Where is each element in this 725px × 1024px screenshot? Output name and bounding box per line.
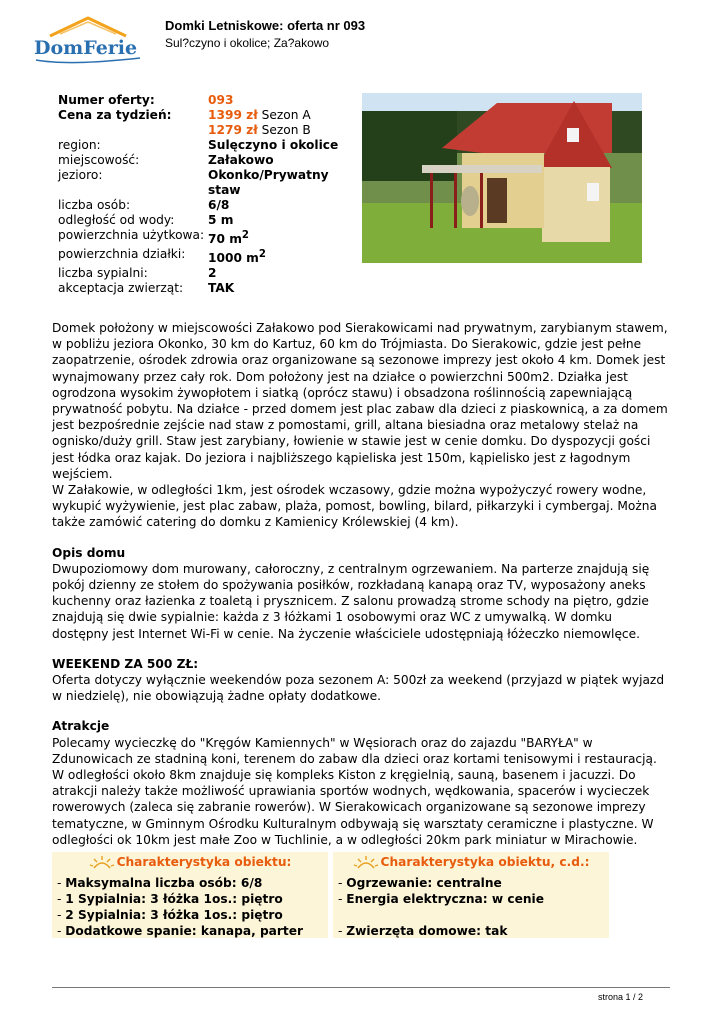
spec-label: odległość od wody: [58, 213, 175, 227]
page-number: strona 1 / 2 [597, 992, 643, 1002]
spec-label: akceptacja zwierząt: [58, 281, 184, 296]
section-heading: WEEKEND ZA 500 ZŁ: [52, 656, 199, 671]
feature-item: - 1 Sypialnia: 3 łóżka 1os.: piętro [57, 892, 283, 906]
spec-label: powierzchnia użytkowa: [58, 228, 205, 242]
features-heading: Charakterystyka obiektu: [116, 855, 292, 869]
offer-specs [58, 93, 343, 296]
feature-item: - 2 Sypialnia: 3 łóżka 1os.: piętro [57, 908, 283, 922]
spec-value: 5 m [208, 213, 234, 227]
spec-value: 1000 m [208, 251, 259, 266]
feature-item: - Zwierzęta domowe: tak [338, 924, 508, 938]
price-b-value: 1279 zł [208, 123, 258, 137]
section-heading: Opis domu [52, 545, 126, 560]
domferie-logo [30, 14, 148, 70]
description [52, 320, 672, 848]
page-subtitle: Sul?czyno i okolice; Za?akowo [165, 36, 330, 50]
section-text: Polecamy wycieczkę do "Kręgów Kamiennych" w Węsiorach oraz do zajazdu "BARYŁA" w Zdunowicach ze stadniną koni, terenem do zabaw dla dzieci oraz kortami tenisowymi i restauracją. W odległości około 8km znajduje się kompleks Kiston z kręgielnią, sauną, basenem i jacuzzi. Do atrakcji należy także możliwość uprawiania sportów wodnych, wędkowania, spacerów i wycieczek rowerowych (zaleca się zabranie rowerów). W Sierakowicach organizowane są sezonowe imprezy tematyczne, w Gminnym Ośrodku Kulturalnym odbywają się warsztaty ceramiczne i plastyczne. W odległości ok 10km jest małe Zoo w Tuchlinie, a w odległości 20km park miniatur w Mirachowie. [52, 735, 657, 847]
offer-number-value: 093 [208, 93, 234, 107]
spec-label: miejscowość: [58, 153, 140, 167]
feature-item: - Dodatkowe spanie: kanapa, parter [57, 924, 304, 938]
section-text: Oferta dotyczy wyłącznie weekendów poza sezonem A: 500zł za weekend (przyjazd w piątek wyjazd w niedzielę), nie obowiązują żadne opłaty dodatkowe. [52, 673, 665, 704]
section-text: Dwupoziomowy dom murowany, całoroczny, z centralnym ogrzewaniem. Na parterze znajdują się pokój dzienny ze stołem do spożywania posiłków, rozkładaną kanapą oraz TV, wyposażony aneks kuchenny oraz łazienka z toaletą i prysznicem. Z salonu prowadzą strome schody na piętro, gdzie znajdują się dwie sypialnie: każda z 3 łóżkami 1 osobowymi oraz WC z umywalką. W domku dostępny jest Internet Wi-Fi w cenie. Na życzenie właściciele udostępniają łóżeczko niemowlęce. [52, 561, 650, 641]
feature-item: - Maksymalna liczba osób: 6/8 [57, 876, 263, 890]
spec-label: powierzchnia działki: [58, 247, 186, 262]
spec-value: TAK [208, 281, 235, 296]
page-title: Domki Letniskowe: oferta nr 093 [165, 18, 366, 33]
spec-value: 6/8 [208, 198, 230, 212]
spec-label: liczba sypialni: [58, 266, 148, 281]
section-heading: Atrakcje [52, 719, 110, 734]
spec-superscript: 2 [241, 230, 249, 241]
price-b-season: Sezon B [257, 123, 311, 137]
spec-label: liczba osób: [58, 198, 131, 212]
offer-number-label: Numer oferty: [58, 93, 155, 107]
spec-label: jezioro: [58, 168, 103, 182]
price-a-value: 1399 zł [208, 108, 258, 122]
feature-item [338, 907, 609, 923]
spec-label: region: [58, 138, 101, 152]
svg-text:DomFerie: DomFerie [34, 37, 138, 59]
price-label: Cena za tydzień: [58, 108, 172, 122]
spec-value: Załakowo [208, 153, 274, 167]
sun-icon [89, 855, 115, 869]
spec-value: Okonko/Prywatny staw [208, 168, 329, 197]
house-photo [362, 93, 642, 263]
feature-item: - Ogrzewanie: centralne [338, 876, 502, 890]
price-a-season: Sezon A [257, 108, 311, 122]
spec-value: Sulęczyno i okolice [208, 138, 339, 152]
intro-paragraph: W Załakowie, w odległości 1km, jest ośrodek wczasowy, gdzie można wypożyczyć rowery wodne, wykupić wyżywienie, jest plac zabaw, plaża, pomost, bowling, bilard, piłkarzyki i cymbergaj. Można także zamówić catering do domku z Kamienicy Królewskiej (4 km). [52, 483, 657, 530]
features-box-right [333, 852, 609, 938]
intro-paragraph: Domek położony w miejscowości Załakowo pod Sierakowicami nad prywatnym, zarybianym stawem, w pobliżu jeziora Okonko, 30 km do Kartuz, 60 km do Trójmiasta. Do Sierakowic, gdzie jest pełne zaopatrzenie, ośrodek zdrowia oraz organizowane są sezonowe imprezy jest około 4 km. Domek jest wynajmowany przez cały rok. Dom położony jest na działce o powierzchni 500m2. Działka jest ogrodzona wysokim żywopłotem i siatką (oprócz stawu) i obsadzona roślinnością zapewniającą prywatność pobytu. Na działce - przed domem jest plac zabaw dla dzieci z piaskownicą, a za domem jest bezpośrednie zejście nad staw z pomostami, grill, altana biesiadna oraz metalowy stelaż na ognisko/duży grill. Staw jest zarybiany, łowienie w stawie jest w cenie domku. Do dyspozycji gości jest łódka oraz kajak. Do jeziora i najbliższego kąpieliska jest 150m, kąpielisko jest z łagodnym wejściem. [52, 321, 668, 481]
spec-value: 70 m [208, 232, 242, 247]
spec-superscript: 2 [258, 249, 266, 261]
sun-icon [353, 855, 379, 869]
spec-value: 2 [208, 266, 217, 281]
feature-item: - Energia elektryczna: w cenie [338, 892, 544, 906]
features-heading: Charakterystyka obiektu, c.d.: [380, 855, 590, 869]
features-box-left [52, 852, 328, 938]
footer-divider [52, 987, 670, 988]
